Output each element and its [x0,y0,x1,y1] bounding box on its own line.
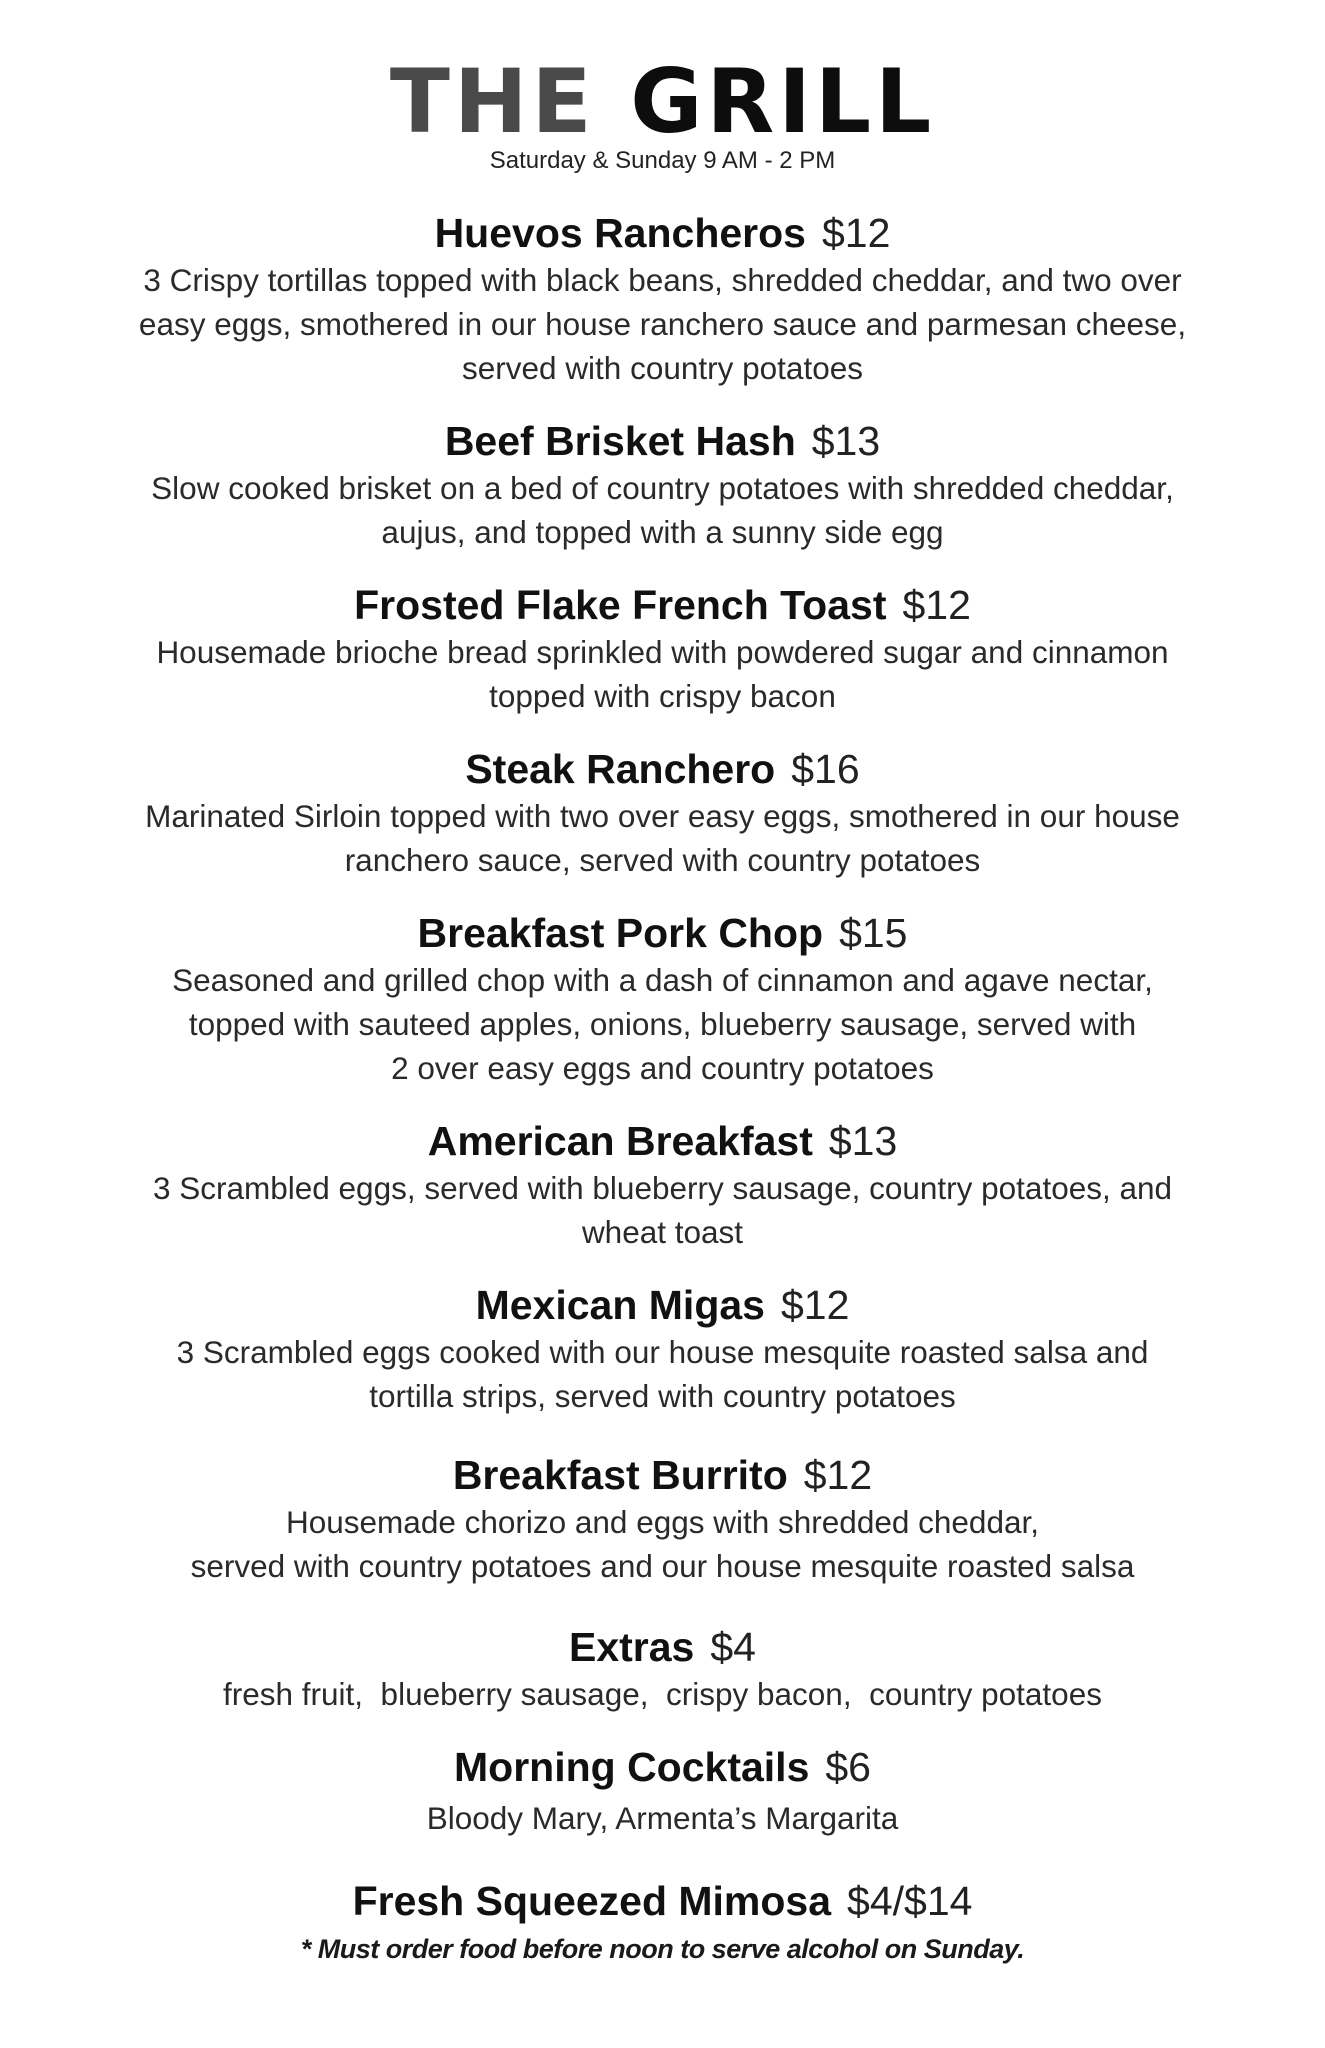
menu-item-desc-line: easy eggs, smothered in our house ranchero sauce and parmesan cheese, [138,306,1187,342]
menu-item-heading [90,1876,1235,1926]
title-the: THE [389,50,596,153]
menu-item-name: Huevos Rancheros [434,210,806,256]
title-grill: GRILL [630,50,936,153]
menu-item-name: Beef Brisket Hash [444,418,796,464]
menu-item-heading [90,1116,1235,1166]
menu-item-price: $4 [710,1624,756,1670]
menu-item-american-breakfast [90,1116,1235,1254]
menu-item-desc-line: Bloody Mary, Armenta’s Margarita [426,1800,899,1836]
menu-item-desc-line: Housemade brioche bread sprinkled with powdered sugar and cinnamon [156,634,1169,670]
menu-item-heading [90,1280,1235,1330]
menu-item-price: $4/$14 [847,1878,973,1924]
menu-item-price: $12 [780,1282,850,1328]
menu-item-heading [90,1622,1235,1672]
menu-item-desc-line: topped with crispy bacon [489,678,836,714]
menu-item-heading [90,416,1235,466]
menu-item-desc-line: served with country potatoes and our house mesquite roasted salsa [190,1548,1135,1584]
menu-item-price: $13 [811,418,881,464]
menu-item-price: $16 [791,746,860,792]
menu-item-desc-line: 3 Scrambled eggs, served with blueberry sausage, country potatoes, and [152,1170,1173,1206]
menu-item-desc-line: ranchero sauce, served with country potatoes [344,842,981,878]
menu-item-price: $6 [825,1744,871,1790]
menu-item-name: Frosted Flake French Toast [354,582,887,628]
menu-title [0,52,1325,152]
menu-item-price: $12 [821,210,891,256]
menu-item-desc-line: wheat toast [581,1214,744,1250]
menu-item-desc-line: served with country potatoes [462,350,863,386]
menu-item-desc-line: 3 Scrambled eggs cooked with our house mesquite roasted salsa and [176,1334,1149,1370]
menu-item-price: $13 [828,1118,898,1164]
menu-item-desc-line: topped with sauteed apples, onions, blueberry sausage, served with [188,1006,1137,1042]
menu-item-mexican-migas [90,1280,1235,1418]
menu-item-huevos-rancheros [90,208,1235,390]
menu-item-morning-cocktails [90,1742,1235,1840]
menu-item-desc-line: 2 over easy eggs and country potatoes [391,1050,934,1086]
menu-item-steak-ranchero [90,744,1235,882]
menu-item-price: $12 [902,582,971,628]
menu-item-desc-line: Slow cooked brisket on a bed of country potatoes with shredded cheddar, [151,470,1174,506]
menu-item-desc-line: Seasoned and grilled chop with a dash of cinnamon and agave nectar, [172,962,1153,998]
menu-item-name: Extras [569,1624,695,1670]
menu-item-name: Steak Ranchero [465,746,776,792]
menu-item-heading [90,744,1235,794]
menu-item-price: $12 [803,1452,873,1498]
menu-item-desc-line: Marinated Sirloin topped with two over easy eggs, smothered in our house [145,798,1180,834]
menu-item-desc-line: tortilla strips, served with country potatoes [369,1378,956,1414]
menu-item-extras [90,1622,1235,1716]
menu-item-desc-line: fresh fruit, blueberry sausage, crispy bacon, country potatoes [223,1676,1102,1712]
menu-item-breakfast-burrito [90,1450,1235,1588]
menu-item-price: $15 [839,910,908,956]
menu-item-heading [90,908,1235,958]
menu-item-heading [90,208,1235,258]
opening-hours: Saturday & Sunday 9 AM - 2 PM [489,147,836,174]
menu-item-fresh-squeezed-mimosa [90,1876,1235,1926]
menu-item-name: Mexican Migas [475,1282,765,1328]
menu-item-heading [90,1450,1235,1500]
alcohol-notice: * Must order food before noon to serve alcohol on Sunday. [300,1934,1025,1964]
menu-item-beef-brisket-hash [90,416,1235,554]
menu-item-name: Fresh Squeezed Mimosa [352,1878,832,1924]
menu-item-frosted-flake-french-toast [90,580,1235,718]
menu-item-name: Breakfast Burrito [452,1452,788,1498]
menu-item-name: Breakfast Pork Chop [417,910,824,956]
menu-item-desc-line: 3 Crispy tortillas topped with black beans, shredded cheddar, and two over [143,262,1182,298]
menu-item-desc-line: Housemade chorizo and eggs with shredded cheddar, [286,1504,1039,1540]
menu-item-desc-line: aujus, and topped with a sunny side egg [381,514,944,550]
menu-item-name: American Breakfast [427,1118,813,1164]
menu-item-heading [90,1742,1235,1792]
menu-item-heading [90,580,1235,630]
menu-item-breakfast-pork-chop [90,908,1235,1090]
menu-item-name: Morning Cocktails [454,1744,810,1790]
